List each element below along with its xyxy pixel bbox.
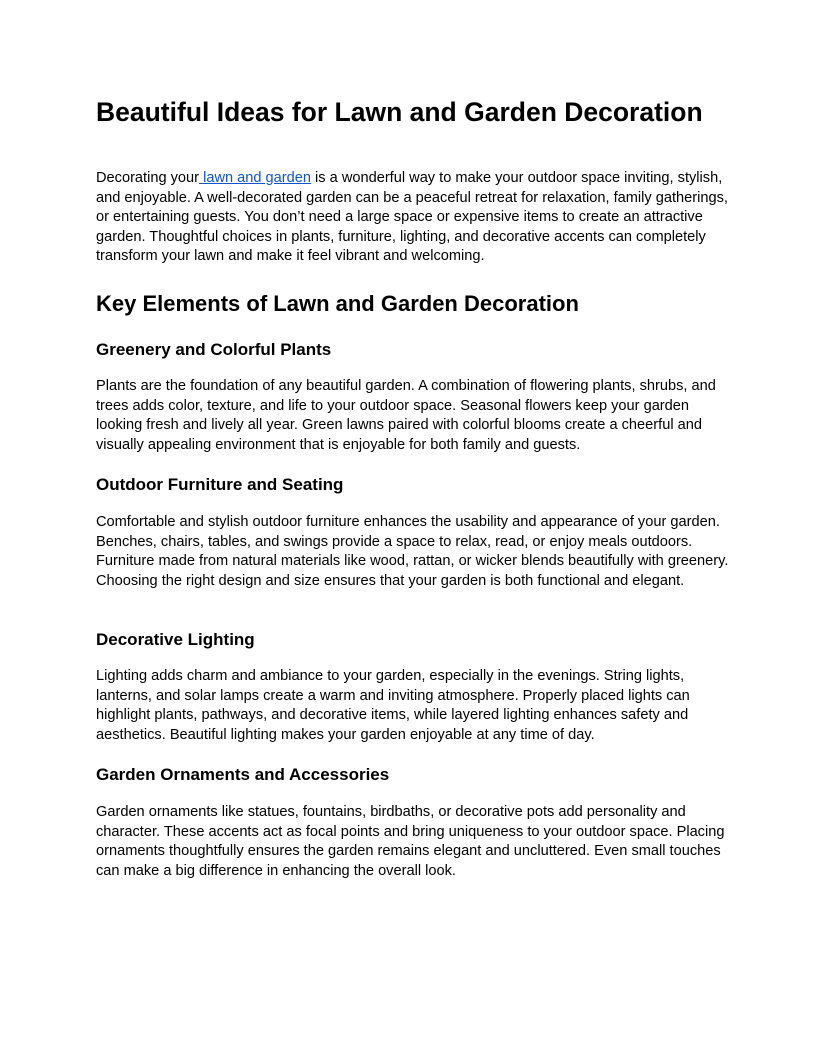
- key-elements-heading: Key Elements of Lawn and Garden Decoration: [96, 291, 579, 316]
- section-heading-lighting: Decorative Lighting: [96, 630, 255, 649]
- section-body-furniture: Comfortable and stylish outdoor furniture enhances the usability and appearance of your garden. Benches, chairs, tables, and swings provide a space to relax, read, or enjoy meals outdoors. Furniture made from natural materials like wood, rattan, or wicker blends beautifully with greenery. Choosing the right design and size ensures that your garden is both functional and elegant.: [96, 514, 729, 589]
- section-heading-ornaments: Garden Ornaments and Accessories: [96, 765, 390, 784]
- intro-text-after-link: is a wonderful way to make your outdoor space inviting, stylish, and enjoyable. A well-decorated garden can be a peaceful retreat for relaxation, family gatherings, or entertaining guests. You don’t need a large space or expensive items to create an attractive garden. Thoughtful choices in plants, furniture, lighting, and decorative accents can completely transform your lawn and make it feel vibrant and welcoming.: [96, 170, 728, 264]
- intro-paragraph: [96, 169, 736, 267]
- document-title: Beautiful Ideas for Lawn and Garden Decoration: [96, 97, 703, 127]
- intro-text-before-link: Decorating your: [96, 170, 200, 186]
- lawn-and-garden-link[interactable]: lawn and garden: [199, 170, 311, 186]
- section-body-ornaments: Garden ornaments like statues, fountains, birdbaths, or decorative pots add personality and character. These accents act as focal points and bring uniqueness to your outdoor space. Placing ornaments thoughtfully ensures the garden remains elegant and uncluttered. Even small touches can make a big difference in enhancing the overall look.: [96, 804, 725, 879]
- section-heading-greenery: Greenery and Colorful Plants: [96, 340, 332, 359]
- section-heading-furniture: Outdoor Furniture and Seating: [96, 475, 344, 494]
- section-body-greenery: Plants are the foundation of any beautiful garden. A combination of flowering plants, shrubs, and trees adds color, texture, and life to your outdoor space. Seasonal flowers keep your garden looking fresh and lively all year. Green lawns paired with colorful blooms create a cheerful and visually appealing environment that is enjoyable for both family and guests.: [96, 378, 716, 453]
- section-body-lighting: Lighting adds charm and ambiance to your garden, especially in the evenings. String lights, lanterns, and solar lamps create a warm and inviting atmosphere. Properly placed lights can highlight plants, pathways, and decorative items, while layered lighting enhances safety and aesthetics. Beautiful lighting makes your garden enjoyable at any time of day.: [96, 668, 690, 743]
